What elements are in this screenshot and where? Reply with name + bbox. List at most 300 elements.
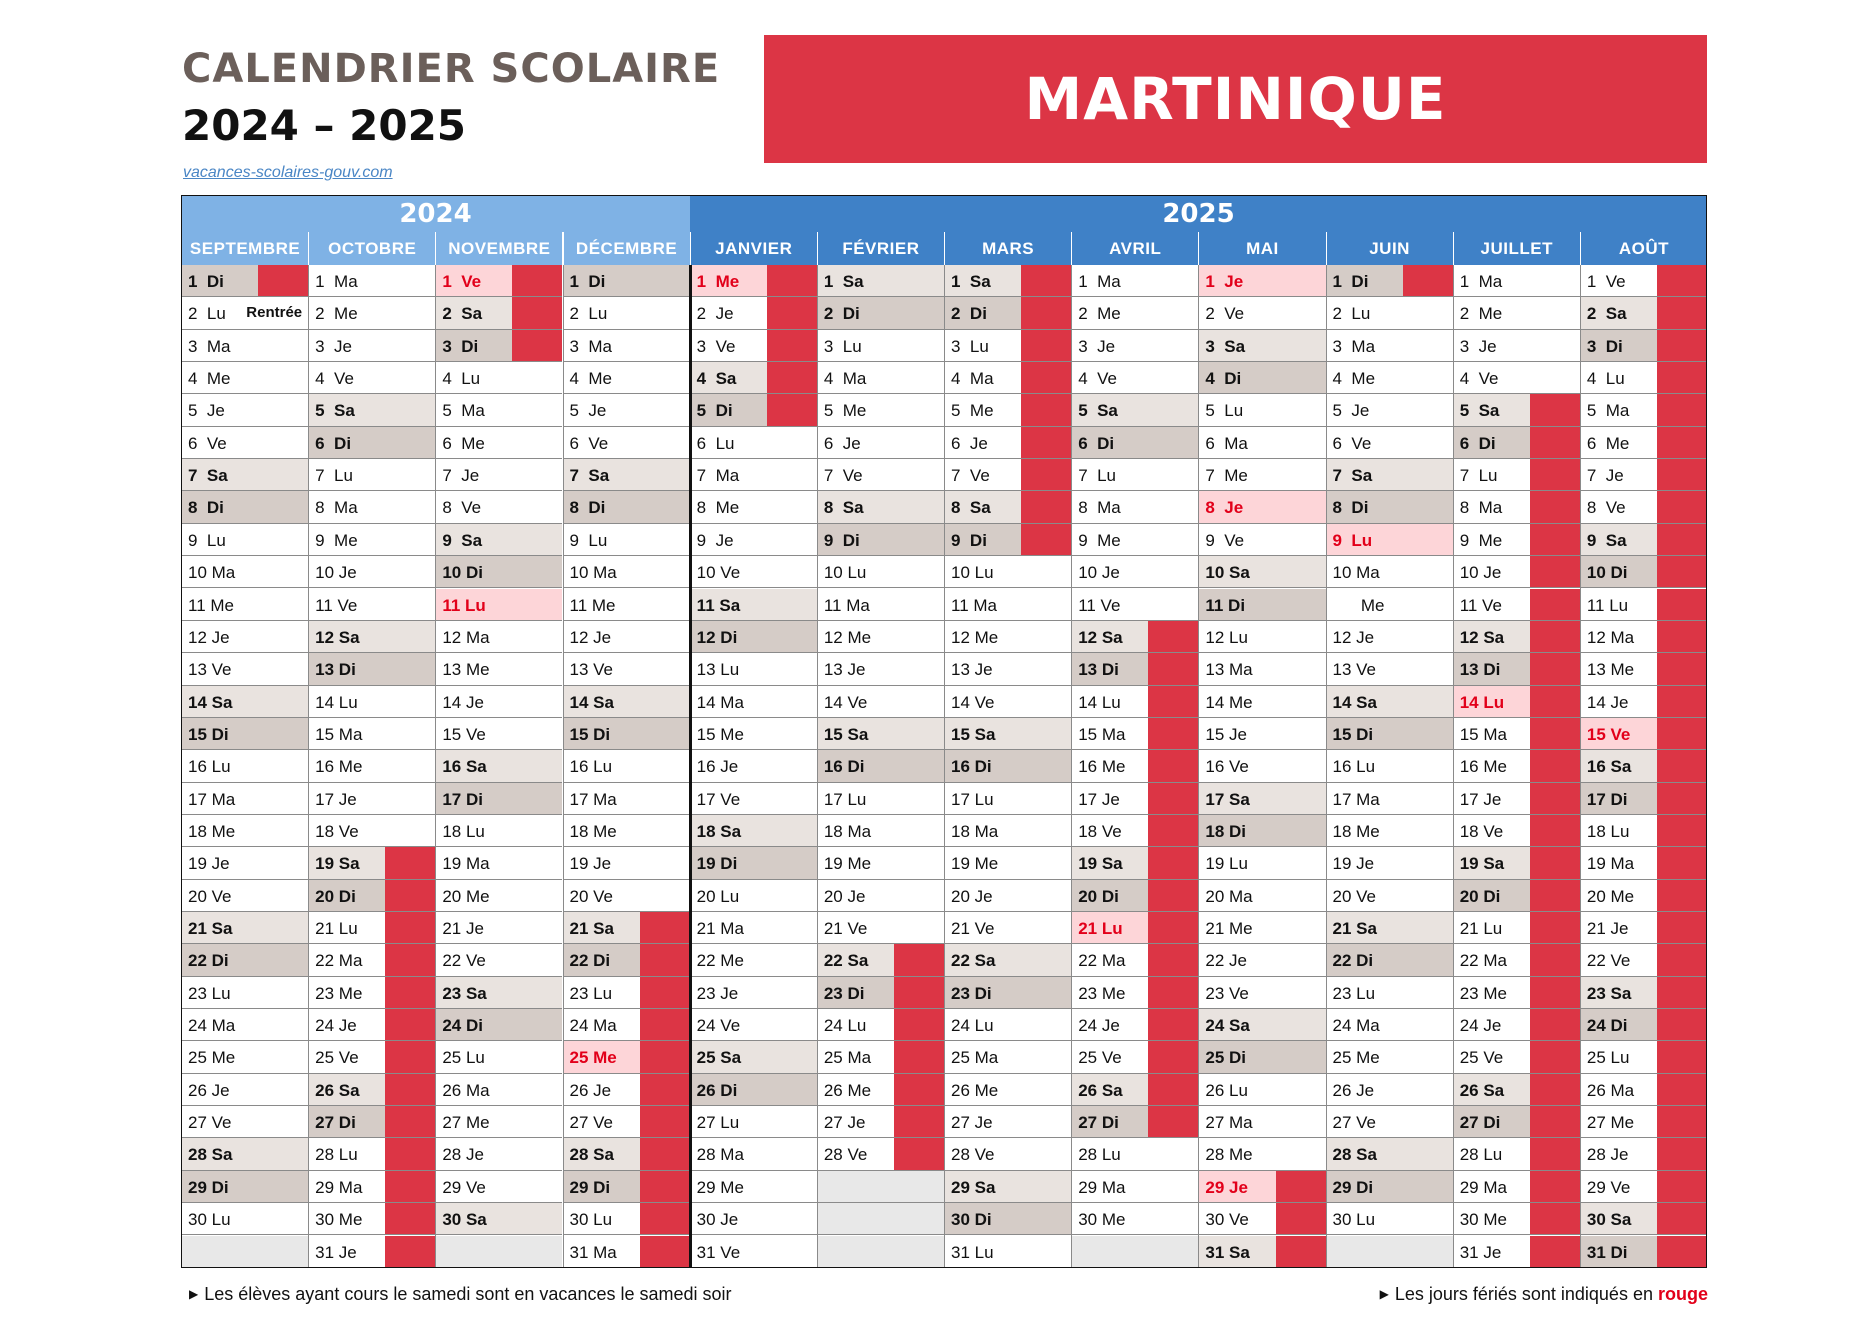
day-cell [817,750,944,782]
day-label: 22 Di [569,951,611,971]
day-label: 12 Lu [1205,627,1248,647]
day-cell [435,750,562,782]
day-cell [690,1074,817,1106]
day-cell [690,880,817,912]
day-label: 9 Je [696,530,734,550]
day-cell [817,815,944,847]
day-label: 9 Lu [188,530,226,550]
holiday-block [1530,653,1580,685]
day-label: 2 Sa [1586,304,1627,324]
day-label: 1 Je [1205,272,1244,291]
day-label: 4 Ve [315,369,354,389]
day-label: 13 Me [442,660,490,680]
day-cell [1453,1041,1580,1073]
holiday-block [1657,815,1707,847]
day-label: Me [1332,595,1385,615]
day-label: 9 Lu [1332,530,1373,550]
day-cell [1326,944,1453,976]
day-label: 23 Me [315,983,363,1003]
month-header: JUIN [1326,232,1453,265]
day-label: 17 Sa [1205,789,1250,809]
day-label: 31 Ma [569,1242,617,1262]
day-label: 17 Ma [569,789,617,809]
day-cell [308,880,435,912]
day-cell [1326,427,1453,459]
day-cell [1198,880,1325,912]
day-cell [944,718,1071,750]
day-label: 23 Sa [1586,983,1632,1003]
day-label: 21 Lu [1078,919,1123,938]
day-label: 2 Ve [1205,304,1245,324]
day-label: 31 Di [1586,1242,1628,1262]
source-link[interactable]: vacances-scolaires-gouv.com [183,164,393,181]
day-cell [435,783,562,815]
day-cell [690,589,817,621]
day-cell [435,1041,562,1073]
holiday-block [1530,524,1580,556]
day-label: 2 Je [696,304,734,324]
day-label: 2 Lu [569,304,608,324]
day-cell [1453,621,1580,653]
day-label: 1 Ma [1078,272,1121,291]
day-label: 19 Sa [1459,854,1505,874]
day-label: 12 Je [188,627,230,647]
day-label: 3 Sa [1205,336,1246,356]
day-label: 25 Lu [442,1048,485,1068]
day-cell [563,1171,690,1203]
day-label: 7 Ma [696,466,740,486]
day-cell [944,427,1071,459]
day-cell [690,912,817,944]
day-label: 7 Sa [188,466,228,486]
day-cell [308,427,435,459]
day-label: 3 Ma [569,336,613,356]
day-label: 6 Ve [188,433,227,453]
day-label: 15 Ma [315,724,363,744]
day-cell [1326,491,1453,523]
day-label: 22 Ve [442,951,486,971]
day-label: 1 Me [696,272,740,291]
day-label: 14 Sa [569,692,614,712]
holiday-block [1148,718,1198,750]
day-cell [944,459,1071,491]
holiday-block [1657,556,1707,588]
day-cell [1326,750,1453,782]
holiday-block [1657,1009,1707,1041]
day-cell [1580,912,1707,944]
day-cell [1071,1106,1198,1138]
day-label: 6 Je [823,433,861,453]
day-label: 21 Je [1586,919,1629,938]
holiday-block [1657,944,1707,976]
day-cell [817,394,944,426]
day-label: 10 Je [1459,563,1502,583]
day-cell [563,362,690,394]
day-cell [1071,977,1198,1009]
day-cell [563,1009,690,1041]
day-label: 11 Ve [1459,595,1502,615]
holiday-block [1530,880,1580,912]
day-cell [1326,847,1453,879]
day-cell [1453,912,1580,944]
day-label: 11 Ma [823,595,870,615]
day-label: 4 Lu [442,369,481,389]
holiday-block [1657,686,1707,718]
day-label: 29 Ve [1586,1177,1631,1197]
day-label: 10 Di [1586,563,1628,583]
day-cell [1580,783,1707,815]
day-label: 23 Me [1459,983,1507,1003]
day-cell [181,1203,308,1235]
day-cell [1326,589,1453,621]
day-cell [817,1106,944,1138]
day-cell [944,944,1071,976]
month-column [1326,265,1453,1268]
day-cell [563,912,690,944]
day-cell [1198,1236,1325,1268]
day-label: 22 Ma [315,951,363,971]
day-label: 5 Di [696,401,733,421]
day-cell [181,750,308,782]
day-label: 24 Di [1586,1016,1628,1036]
holiday-block [1276,1171,1326,1203]
day-cell [1580,944,1707,976]
holiday-block [1148,653,1198,685]
day-cell [1326,783,1453,815]
footer-note-saturday [189,1284,732,1305]
day-cell [435,1171,562,1203]
day-label: 17 Ma [1332,789,1380,809]
day-cell [1326,459,1453,491]
day-cell [1326,265,1453,297]
day-label: 17 Ma [188,789,236,809]
day-cell [690,459,817,491]
day-cell [1580,815,1707,847]
day-label: 16 Di [951,757,992,777]
day-label: 19 Je [569,854,612,874]
holiday-block [512,297,562,329]
day-cell [308,783,435,815]
day-label: 29 Je [1205,1177,1248,1197]
holiday-block [1530,944,1580,976]
day-cell [944,621,1071,653]
holiday-block [1530,977,1580,1009]
day-cell [1198,556,1325,588]
month-column [563,265,690,1268]
day-label: 16 Ve [1205,757,1249,777]
day-cell [435,427,562,459]
holiday-block [1530,394,1580,426]
holiday-block [1657,330,1707,362]
day-label: 25 Ve [1078,1048,1122,1068]
month-column [1071,265,1198,1268]
holiday-block [1530,718,1580,750]
holiday-block [1657,427,1707,459]
holiday-block [1021,524,1071,556]
month-header: JUILLET [1453,232,1580,265]
day-cell [944,265,1071,297]
day-cell [817,1009,944,1041]
day-label: 23 Me [1078,983,1126,1003]
holiday-block [894,1009,944,1041]
day-label: 20 Di [1459,886,1501,906]
day-cell [1453,783,1580,815]
day-cell [1198,1009,1325,1041]
day-cell [435,977,562,1009]
day-cell [308,621,435,653]
day-cell [690,297,817,329]
holiday-block [1530,1074,1580,1106]
day-cell [1198,394,1325,426]
day-cell [1198,265,1325,297]
day-cell [435,1203,562,1235]
day-label: 28 Je [1586,1145,1629,1165]
day-label: 23 Lu [1332,983,1376,1003]
day-cell [308,944,435,976]
day-label: 11 Ma [951,595,998,615]
day-cell [1326,1041,1453,1073]
day-cell [1071,750,1198,782]
day-label: 27 Me [1586,1113,1635,1133]
day-label: 28 Lu [315,1145,358,1165]
day-cell [817,1041,944,1073]
day-label: 4 Ma [823,369,867,389]
day-label: 9 Lu [569,530,608,550]
day-label: 25 Lu [1586,1048,1630,1068]
day-cell [181,1106,308,1138]
day-label: 13 Je [823,660,866,680]
day-label: 26 Me [951,1080,999,1100]
month-header: MAI [1198,232,1325,265]
day-label: 13 Ve [188,660,232,680]
day-cell [308,330,435,362]
day-cell [1071,362,1198,394]
day-cell [1580,653,1707,685]
day-label: 14 Sa [1332,692,1377,712]
day-cell [181,1041,308,1073]
month-column [817,265,944,1268]
day-cell [1198,427,1325,459]
day-label: 14 Lu [1078,692,1121,712]
day-cell [1071,847,1198,879]
day-cell [1580,362,1707,394]
holiday-block [1148,783,1198,815]
day-label: 28 Me [1205,1145,1253,1165]
day-cell [1580,330,1707,362]
day-cell [1326,880,1453,912]
day-cell [1071,459,1198,491]
day-label: 6 Ve [569,433,609,453]
holiday-block [767,394,817,426]
day-cell [1198,718,1325,750]
day-cell [817,330,944,362]
day-cell [690,1138,817,1170]
day-cell [1071,718,1198,750]
day-cell [563,847,690,879]
day-label: 9 Sa [442,530,483,550]
holiday-block [1530,1138,1580,1170]
day-label: 14 Je [1586,692,1629,712]
day-label: 2 Lu [188,304,226,324]
day-cell [690,265,817,297]
holiday-block [1530,1236,1580,1268]
triangle-right-icon: ▶ [1379,1287,1389,1301]
day-label: 23 Di [951,983,992,1003]
column-divider [181,265,182,1268]
day-label: 23 Sa [442,983,487,1003]
day-cell [944,491,1071,523]
day-cell [563,977,690,1009]
day-cell [563,944,690,976]
triangle-right-icon: ▶ [189,1287,199,1301]
day-cell [1453,1009,1580,1041]
day-cell [944,783,1071,815]
holiday-block [1657,847,1707,879]
day-label: 12 Sa [1459,627,1505,647]
day-cell [435,1009,562,1041]
day-cell [817,524,944,556]
day-cell [563,686,690,718]
holiday-block [1148,912,1198,944]
holiday-block [640,1041,690,1073]
day-cell [817,686,944,718]
day-label: 3 Ma [188,336,231,356]
day-label: 30 Me [1459,1210,1507,1230]
day-label: 5 Sa [1078,401,1118,421]
day-label: 4 Lu [1586,369,1625,389]
day-cell [1326,653,1453,685]
day-cell [563,1041,690,1073]
day-label: 21 Sa [569,919,614,938]
day-cell [944,556,1071,588]
holiday-block [1657,880,1707,912]
day-label: 26 Ma [442,1080,490,1100]
day-label: 13 Ve [1332,660,1377,680]
day-label: 8 Di [569,498,606,518]
day-cell [817,491,944,523]
day-label: 10 Ma [1332,563,1380,583]
day-label: 30 Di [951,1210,992,1230]
day-cell [1071,686,1198,718]
day-cell [435,847,562,879]
holidays-note-text: Les jours fériés sont indiqués en [1394,1284,1653,1304]
day-cell [1453,524,1580,556]
day-cell [817,912,944,944]
day-label: 27 Je [951,1113,993,1133]
holiday-block [1657,459,1707,491]
day-cell [690,977,817,1009]
day-cell [690,556,817,588]
day-label: 29 Di [1332,1177,1374,1197]
day-label: 27 Je [823,1113,866,1133]
day-label: 14 Ve [951,692,995,712]
month-column [308,265,435,1268]
day-cell [435,491,562,523]
column-divider [1198,265,1199,1268]
holiday-block [1530,1041,1580,1073]
day-cell [817,297,944,329]
holiday-block [1148,1009,1198,1041]
day-cell [1453,847,1580,879]
day-label: 8 Je [1205,498,1244,518]
day-cell [1198,589,1325,621]
day-label: 3 Ma [1332,336,1376,356]
day-cell [944,815,1071,847]
day-cell [1580,1106,1707,1138]
day-cell [690,394,817,426]
day-label: 3 Di [442,336,479,356]
day-cell [435,394,562,426]
day-cell [1453,653,1580,685]
day-label: 24 Sa [1205,1016,1250,1036]
day-cell [1198,297,1325,329]
day-label: 27 Ve [188,1113,232,1133]
day-cell [944,589,1071,621]
day-cell [1326,394,1453,426]
day-label: 1 Di [188,272,224,291]
day-label: 12 Me [951,627,999,647]
holiday-block [894,1138,944,1170]
holiday-block [258,265,308,297]
day-label: 8 Ve [442,498,482,518]
holiday-block [385,1106,435,1138]
day-cell [817,880,944,912]
day-label: 5 Lu [1205,401,1244,421]
holiday-block [1530,783,1580,815]
holiday-block [1148,847,1198,879]
day-label: 21 Sa [188,919,233,938]
day-label: 28 Sa [1332,1145,1377,1165]
day-label: 7 Me [1205,466,1248,486]
day-cell [1198,653,1325,685]
footer-note-holidays [1380,1284,1708,1305]
day-cell [308,1138,435,1170]
day-label: 2 Di [823,304,860,324]
day-cell [181,1138,308,1170]
month-column [1580,265,1707,1268]
day-cell [1198,621,1325,653]
day-label: 13 Ve [569,660,613,680]
day-cell [308,1009,435,1041]
day-cell [181,459,308,491]
holiday-block [1021,394,1071,426]
school-year: 2024 – 2025 [182,101,467,150]
day-cell [944,330,1071,362]
day-label: 3 Di [1586,336,1623,356]
day-label: 28 Lu [1459,1145,1503,1165]
day-label: 4 Me [1332,369,1376,389]
holiday-block [1530,621,1580,653]
month-header: SEPTEMBRE [181,232,308,265]
day-cell [1453,556,1580,588]
holiday-block [1148,977,1198,1009]
day-cell [1453,750,1580,782]
day-cell [1453,1171,1580,1203]
day-label: 18 Ma [823,821,872,841]
day-cell [1198,847,1325,879]
day-label: 8 Sa [951,498,991,518]
holiday-block [1148,815,1198,847]
day-cell [690,621,817,653]
holiday-block [1276,1203,1326,1235]
day-cell [1198,1074,1325,1106]
day-label: 11 Me [569,595,616,615]
day-cell [1198,783,1325,815]
holiday-block [640,977,690,1009]
day-cell [1580,524,1707,556]
day-cell [1580,977,1707,1009]
day-cell [181,653,308,685]
